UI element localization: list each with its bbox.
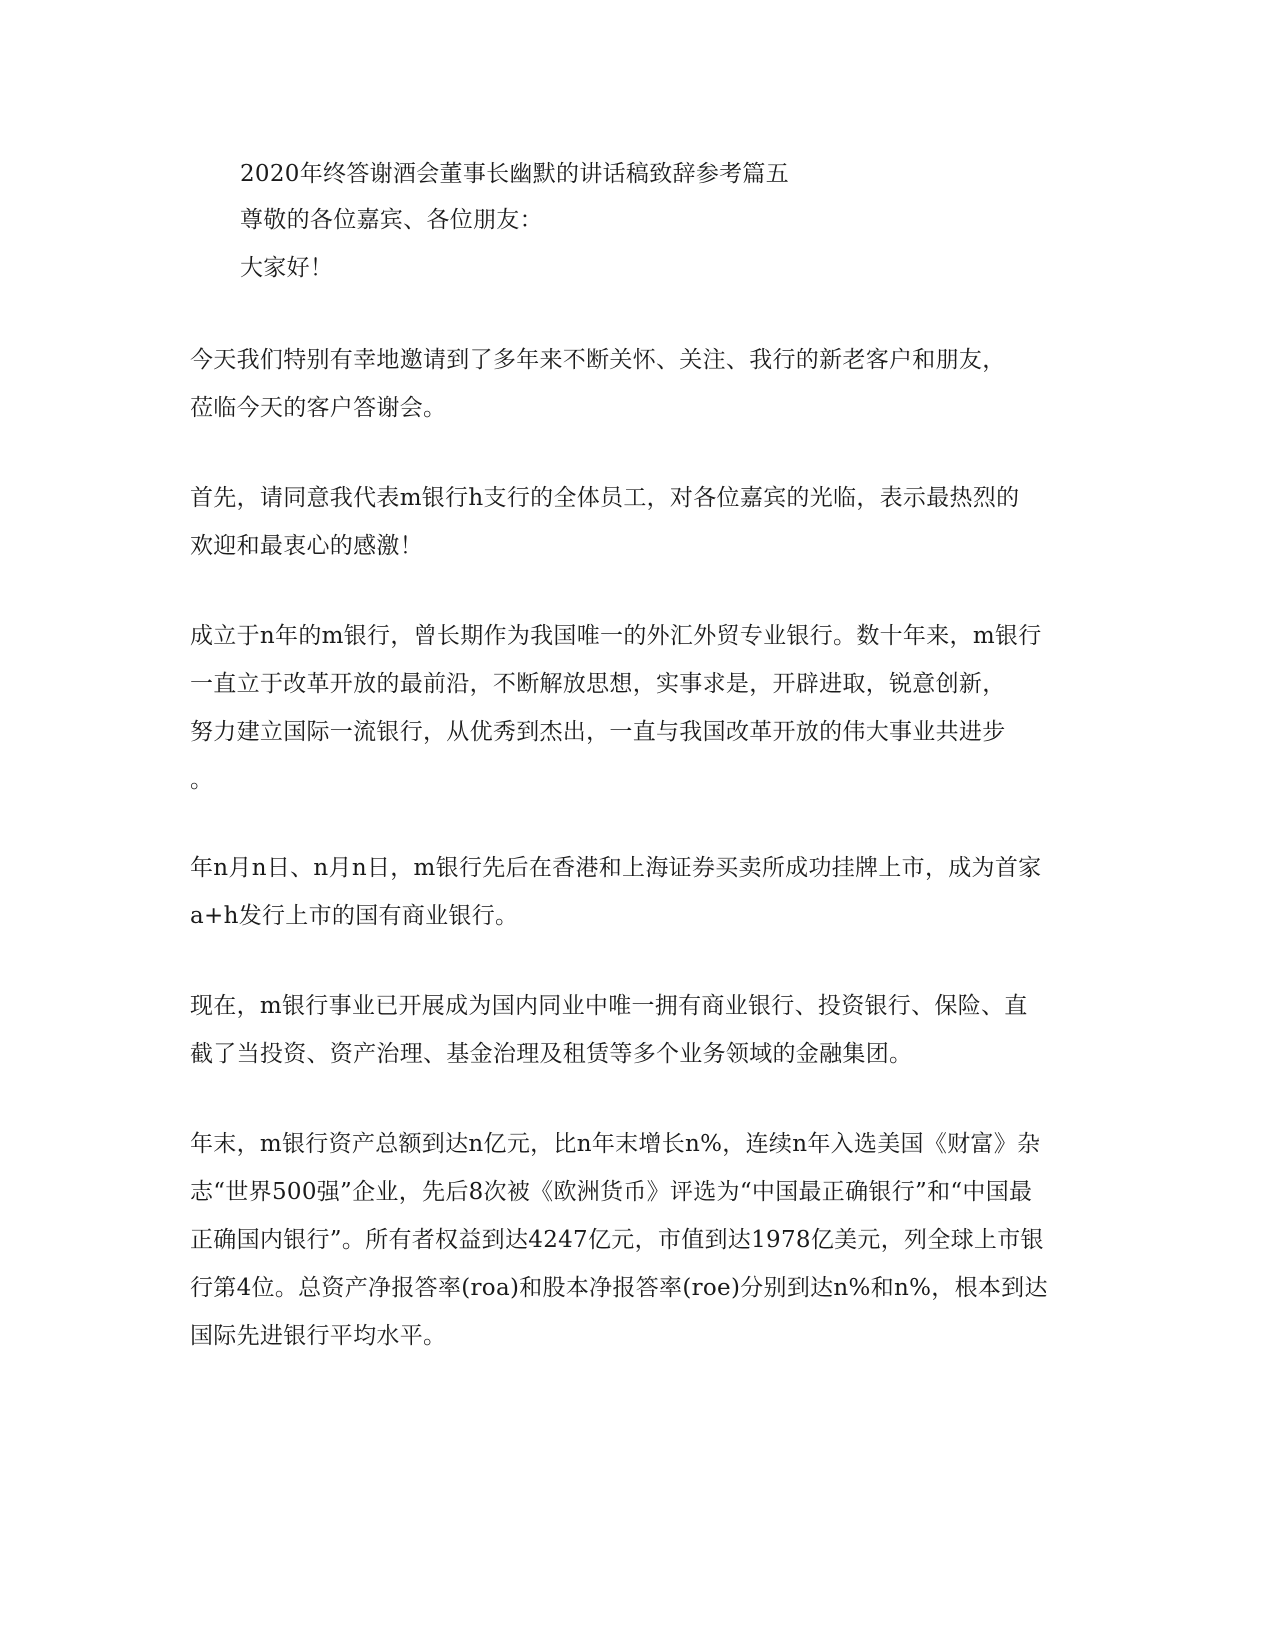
paragraph-line: 行第4位。总资产净报答率(roa)和股本净报答率(roe)分别到达n%和n%，根本到达 xyxy=(190,1275,1048,1301)
paragraph-line: 今天我们特别有幸地邀请到了多年来不断关怀、关注、我行的新老客户和朋友， xyxy=(190,347,1006,373)
paragraph-line: 年n月n日、n月n日，m银行先后在香港和上海证券买卖所成功挂牌上市，成为首家 xyxy=(190,855,1042,881)
greeting: 大家好！ xyxy=(240,255,334,281)
paragraph-line: 。 xyxy=(190,767,214,793)
document-title: 2020年终答谢酒会董事长幽默的讲话稿致辞参考篇五 xyxy=(240,161,790,187)
paragraph-line: 正确国内银行”。所有者权益到达4247亿元，市值到达1978亿美元，列全球上市银 xyxy=(190,1227,1044,1253)
paragraph-line: 首先，请同意我代表m银行h支行的全体员工，对各位嘉宾的光临，表示最热烈的 xyxy=(190,485,1020,511)
paragraph-line: 截了当投资、资产治理、基金治理及租赁等多个业务领域的金融集团。 xyxy=(190,1041,913,1067)
paragraph-line: 现在，m银行事业已开展成为国内同业中唯一拥有商业银行、投资银行、保险、直 xyxy=(190,993,1028,1019)
paragraph-line: a+h发行上市的国有商业银行。 xyxy=(190,903,519,929)
paragraph-line: 成立于n年的m银行，曾长期作为我国唯一的外汇外贸专业银行。数十年来，m银行 xyxy=(190,623,1042,649)
paragraph-3 xyxy=(190,612,1070,804)
paragraph-6 xyxy=(190,1120,1070,1360)
salutation: 尊敬的各位嘉宾、各位朋友： xyxy=(240,207,543,233)
paragraph-4 xyxy=(190,844,1070,940)
paragraph-line: 志“世界500强”企业，先后8次被《欧洲货币》评选为“中国最正确银行”和“中国最 xyxy=(190,1179,1033,1205)
paragraph-line: 努力建立国际一流银行，从优秀到杰出，一直与我国改革开放的伟大事业共进步 xyxy=(190,719,1006,745)
paragraph-line: 欢迎和最衷心的感激！ xyxy=(190,533,423,559)
paragraph-line: 一直立于改革开放的最前沿，不断解放思想，实事求是，开辟进取，锐意创新， xyxy=(190,671,1006,697)
paragraph-line: 国际先进银行平均水平。 xyxy=(190,1323,447,1349)
paragraph-5 xyxy=(190,982,1070,1078)
paragraph-line: 莅临今天的客户答谢会。 xyxy=(190,395,447,421)
paragraph-2 xyxy=(190,474,1070,570)
paragraph-1 xyxy=(190,336,1070,432)
paragraph-line: 年末，m银行资产总额到达n亿元，比n年末增长n%，连续n年入选美国《财富》杂 xyxy=(190,1131,1041,1157)
